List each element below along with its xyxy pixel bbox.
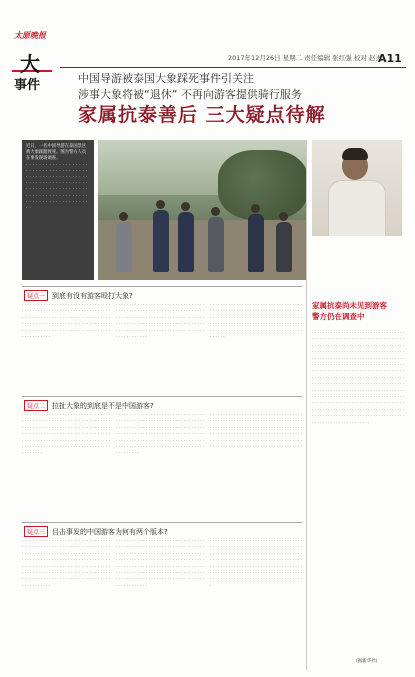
police-head <box>181 202 190 211</box>
person-head <box>279 212 288 221</box>
section-2-column-3: · · · · · · · · · · · · · · · · · · · · · · · · · · · · · · · · · · · · · · · · · · · · · · · · · · · · · · · · · · · · · · · · · · · · · · · · · · · · · · · · · · · · · · · · · · · · · · · · · · · · · · · · · · · · · · · · · · · · · · · · · · · · · · · · · · · · · · · · · · · · · · · · · · · · · · · · · · · · · · · · · · · · · · · · · · · · · · · · · · · · · · · · · · · · · · · · · · · · · · · · · · · · · · · · · · <box>210 412 302 450</box>
section-3-column-2: · · · · · · · · · · · · · · · · · · · · · · · · · · · · · · · · · · · · · · · · · · · · · · · · · · · · · · · · · · · · · · · · · · · · · · · · · · · · · · · · · · · · · · · · · · · · · · · · · · · · · · · · · · · · · · · · · · · · · · · · · · · · · · · · · · · · · · · · · · · · · · · · · · · · · · · · · · · · · · · · · · · · · · · · · · · · · · · · · · · · · · · · · · · · · · · · · · · · · · · · · · · · · · · · · · · · · · · · · · · · · · · · · · · · · · · · · · · · · · · · · · · <box>116 538 204 588</box>
photo-caption-box <box>22 140 94 280</box>
section-1-column-3: · · · · · · · · · · · · · · · · · · · · · · · · · · · · · · · · · · · · · · · · · · · · · · · · · · · · · · · · · · · · · · · · · · · · · · · · · · · · · · · · · · · · · · · · · · · · · · · · · · · · · · · · · · · · · · · · · · · · · · · · · · · · · · · · · · · · · · · · · · · · · · · · · · · · · · · · · · · · · · · · · · · · · · · · · · · · · · · · · · · · · <box>210 302 302 340</box>
subtitle-2: 涉事大象将被“退休” 不再向游客提供骑行服务 <box>78 88 302 101</box>
sidebar-title <box>312 300 387 322</box>
portrait-shirt <box>328 180 386 236</box>
section-1-column-2: · · · · · · · · · · · · · · · · · · · · · · · · · · · · · · · · · · · · · · · · · · · · · · · · · · · · · · · · · · · · · · · · · · · · · · · · · · · · · · · · · · · · · · · · · · · · · · · · · · · · · · · · · · · · · · · · · · · · · · · · · · · · · · · · · · · · · · · · · · · · · · · · · · · · · · · · · · · · · · · · · · · · · · · · · · · · · · · · · <box>116 302 204 340</box>
top-rule <box>60 67 406 68</box>
section-3-column-3: · · · · · · · · · · · · · · · · · · · · · · · · · · · · · · · · · · · · · · · · · · · · · · · · · · · · · · · · · · · · · · · · · · · · · · · · · · · · · · · · · · · · · · · · · · · · · · · · · · · · · · · · · · · · · · · · · · · · · · · · · · · · · · · · · · · · · · · · · · · · · · · · · · · · · · · · · · · · · · · · · · · · · · · · · · · · · · · · · · · · · · · · · · · · · · · · · · · · · · · · · · · · · · · · · · · · · · · · · · · · · · · · · · · · · · · · · · · · · · · · · · · · · · <box>210 538 302 588</box>
section-2-title: 拉扯大象的到底是不是中国游客? <box>52 401 154 410</box>
newspaper-brand: 太原晚报 <box>14 31 46 40</box>
sidebar-title-line-1: 家属抗泰尚未见到游客 <box>312 301 387 310</box>
police-figure <box>178 212 194 272</box>
portrait-photo <box>312 140 402 236</box>
section-2-column-2: · · · · · · · · · · · · · · · · · · · · · · · · · · · · · · · · · · · · · · · · · · · · · · · · · · · · · · · · · · · · · · · · · · · · · · · · · · · · · · · · · · · · · · · · · · · · · · · · · · · · · · · · · · · · · · · · · · · · · · · · · · · · · · · · · · · · · · · · · · · · · · · · · · · · · · · · · · · · · · · · · · · · · · · · · · · · · · · · · · · · · · · · · · · · · · · · · · · · · · · · · · · · · · · <box>116 412 204 456</box>
portrait-hair <box>342 148 368 160</box>
editor-info: 责任编辑 张红强 校对 赵杰 <box>304 54 382 62</box>
section-2-number: 疑点二 <box>24 400 48 411</box>
scene-photo <box>98 140 306 280</box>
section-3-title: 目击事发的中国游客为何有两个版本? <box>52 527 168 536</box>
section-1-title: 到底有没有游客殴打大象? <box>52 291 133 300</box>
section-3-heading <box>24 526 168 537</box>
section-rule <box>22 522 302 523</box>
police-figure <box>248 214 264 272</box>
section-big-char: 大 <box>20 52 40 76</box>
section-1-column-1: · · · · · · · · · · · · · · · · · · · · · · · · · · · · · · · · · · · · · · · · · · · · · · · · · · · · · · · · · · · · · · · · · · · · · · · · · · · · · · · · · · · · · · · · · · · · · · · · · · · · · · · · · · · · · · · · · · · · · · · · · · · · · · · · · · · · · · · · · · · · · · · · · · · · · · · · · · · · · · · · · · · · · · · · · · · · · · · · <box>22 302 110 340</box>
issue-date: 2017年12月26日 星期二 <box>228 54 303 62</box>
person-figure <box>116 222 132 272</box>
sidebar-body: · · · · · · · · · · · · · · · · · · · · · · · · · · · · · · · · · · · · · · · · · · · · · · · · · · · · · · · · · · · · · · · · · · · · · · · · · · · · · · · · · · · · · · · · · · · · · · · · · · · · · · · · · · · · · · · · · · · · · · · · · · · · · · · · · · · · · · · · · · · · · · · · · · · · · · · · · · · · · · · · · · · · · · · · · · · · · · · · · · · · · · · · · · · · · · · · · · · · · · · · · · · · · · · · · · · · · · · · · · · · · · · · · · · · · · · · · · · · · · · · · · · · · · · · · · · · · · · · · · · · · · · · · · · · · · · · · · · · · · · · · · · · · · · · · · · · · · · · · · · · · · · · · · · · · · · · · · · · · · · · · · · · · · · · · · · · · · · · · · · · · · · · · · · · · · · · · · · · · · · · · · · · · · · · · · · · · · · · · · · · · · · · · · · · · · · · · · · · · · · · · · · · · · · · · · · · · · · · · · · · · · · · · · · · · · · · · · · · · · · · · · · · · · · · · · · · · · · · · · · · · · · · · · · · · · · · · · · · · · · · · · · · · · · · · · · · · · · · · · · · · · · · · · · · · · · · <box>312 330 404 425</box>
section-1-number: 疑点一 <box>24 290 48 301</box>
column-divider <box>306 140 307 670</box>
person-figure <box>208 217 224 272</box>
section-rule <box>22 396 302 397</box>
police-figure <box>153 210 169 272</box>
page-number: A11 <box>378 52 402 65</box>
section-3-column-1: · · · · · · · · · · · · · · · · · · · · · · · · · · · · · · · · · · · · · · · · · · · · · · · · · · · · · · · · · · · · · · · · · · · · · · · · · · · · · · · · · · · · · · · · · · · · · · · · · · · · · · · · · · · · · · · · · · · · · · · · · · · · · · · · · · · · · · · · · · · · · · · · · · · · · · · · · · · · · · · · · · · · · · · · · · · · · · · · · · · · · · · · · · · · · · · · · · · · · · · · · · · · · · · · · · · · · · · · · · · · · · · · · · · · · · · · · · · · · · · · · · <box>22 538 110 588</box>
police-head <box>156 200 165 209</box>
headline: 家属抗泰善后 三大疑点待解 <box>78 104 326 126</box>
section-rule <box>22 286 302 287</box>
person-head <box>119 212 128 221</box>
section-label: 事件 <box>14 78 41 93</box>
subtitle-1: 中国导游被泰国大象踩死事件引关注 <box>78 72 254 85</box>
caption-filler: · · · · · · · · · · · · · · · · · · · · · · · · · · · · · · · · · · · · · · · · · · · · · · · · · · · · · · · · · · · · · · · · · · · · · · · · · · · · · · · · · · · · · · · · · · · · · · · · · · · · · · · · · · · · · · · · · · · · · · · · · · · · · · · · · · · · · · · <box>26 162 88 212</box>
byline: (据新华社) <box>356 659 378 664</box>
section-2-heading <box>24 400 154 411</box>
section-2-column-1: · · · · · · · · · · · · · · · · · · · · · · · · · · · · · · · · · · · · · · · · · · · · · · · · · · · · · · · · · · · · · · · · · · · · · · · · · · · · · · · · · · · · · · · · · · · · · · · · · · · · · · · · · · · · · · · · · · · · · · · · · · · · · · · · · · · · · · · · · · · · · · · · · · · · · · · · · · · · · · · · · · · · · · · · · · · · · · · · · · · · · · · · · · · · · · · · · · · · · · · · · · · · · · <box>22 412 110 456</box>
photo-trees <box>218 150 306 220</box>
person-head <box>211 207 220 216</box>
section-1-heading <box>24 290 133 301</box>
sidebar-title-line-2: 警方仍在调查中 <box>312 312 365 321</box>
photo-caption: 近日，一名中国导游在泰国景区被大象踩踏致死。图为警方人员在事发现场调查。 <box>26 144 87 162</box>
person-figure <box>276 222 292 272</box>
police-head <box>251 204 260 213</box>
section-3-number: 疑点三 <box>24 526 48 537</box>
masthead-info <box>228 53 382 62</box>
